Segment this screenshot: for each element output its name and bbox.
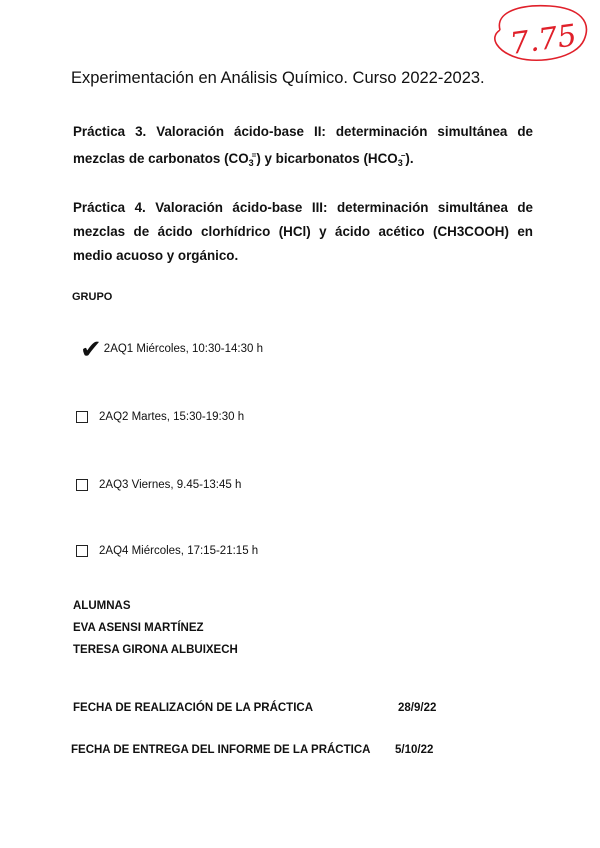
checkbox-icon xyxy=(76,411,88,423)
grupo-option-label: 2AQ3 Viernes, 9.45-13:45 h xyxy=(99,479,242,491)
fecha-realizacion-value: 28/9/22 xyxy=(398,702,437,714)
page-title: Experimentación en Análisis Químico. Curso 2022-2023. xyxy=(71,69,485,87)
practica-4-heading: Práctica 4. Valoración ácido-base III: determinación simultánea de mezclas de ácido clorhídrico (HCl) y ácido acético (CH3COOH) en medio acuoso y orgánico. xyxy=(73,200,533,263)
practica-3-text-a: Práctica 3. Valoración ácido-base II: determinación simultánea de mezclas de carbonatos (CO xyxy=(73,124,533,166)
fecha-entrega-label: FECHA DE ENTREGA DEL INFORME DE LA PRÁCTICA xyxy=(71,744,371,756)
grupo-label: GRUPO xyxy=(72,291,113,303)
checkbox-icon xyxy=(76,479,88,491)
practica-3-text-c: ). xyxy=(405,151,414,166)
grupo-option-label: 2AQ4 Miércoles, 17:15-21:15 h xyxy=(99,545,259,557)
checkmark-icon: ✔ xyxy=(80,334,102,364)
co3-subscript: 3 xyxy=(248,158,254,168)
practica-3-heading xyxy=(73,120,533,175)
grupo-option-1[interactable] xyxy=(80,336,263,362)
practica-3-text-b: ) y bicarbonatos (HCO xyxy=(256,151,398,166)
grupo-option-label: 2AQ1 Miércoles, 10:30-14:30 h xyxy=(103,343,263,355)
grade-mark xyxy=(480,0,600,80)
checkbox-icon xyxy=(76,545,88,557)
grupo-option-label: 2AQ2 Martes, 15:30-19:30 h xyxy=(99,411,245,423)
grupo-option-3[interactable] xyxy=(76,479,241,491)
fecha-realizacion-label: FECHA DE REALIZACIÓN DE LA PRÁCTICA xyxy=(73,702,314,714)
co3-superscript: = xyxy=(251,151,257,160)
alumna-name: TERESA GIRONA ALBUIXECH xyxy=(73,644,238,656)
hco3-superscript: − xyxy=(400,151,406,160)
grupo-option-2[interactable] xyxy=(76,411,244,423)
alumna-name: EVA ASENSI MARTÍNEZ xyxy=(73,622,204,634)
grade-text: 7.75 xyxy=(507,18,579,63)
hco3-subscript: 3 xyxy=(397,158,403,168)
grupo-option-4[interactable] xyxy=(76,545,258,557)
alumnas-label: ALUMNAS xyxy=(73,600,131,612)
fecha-entrega-value: 5/10/22 xyxy=(395,744,434,756)
